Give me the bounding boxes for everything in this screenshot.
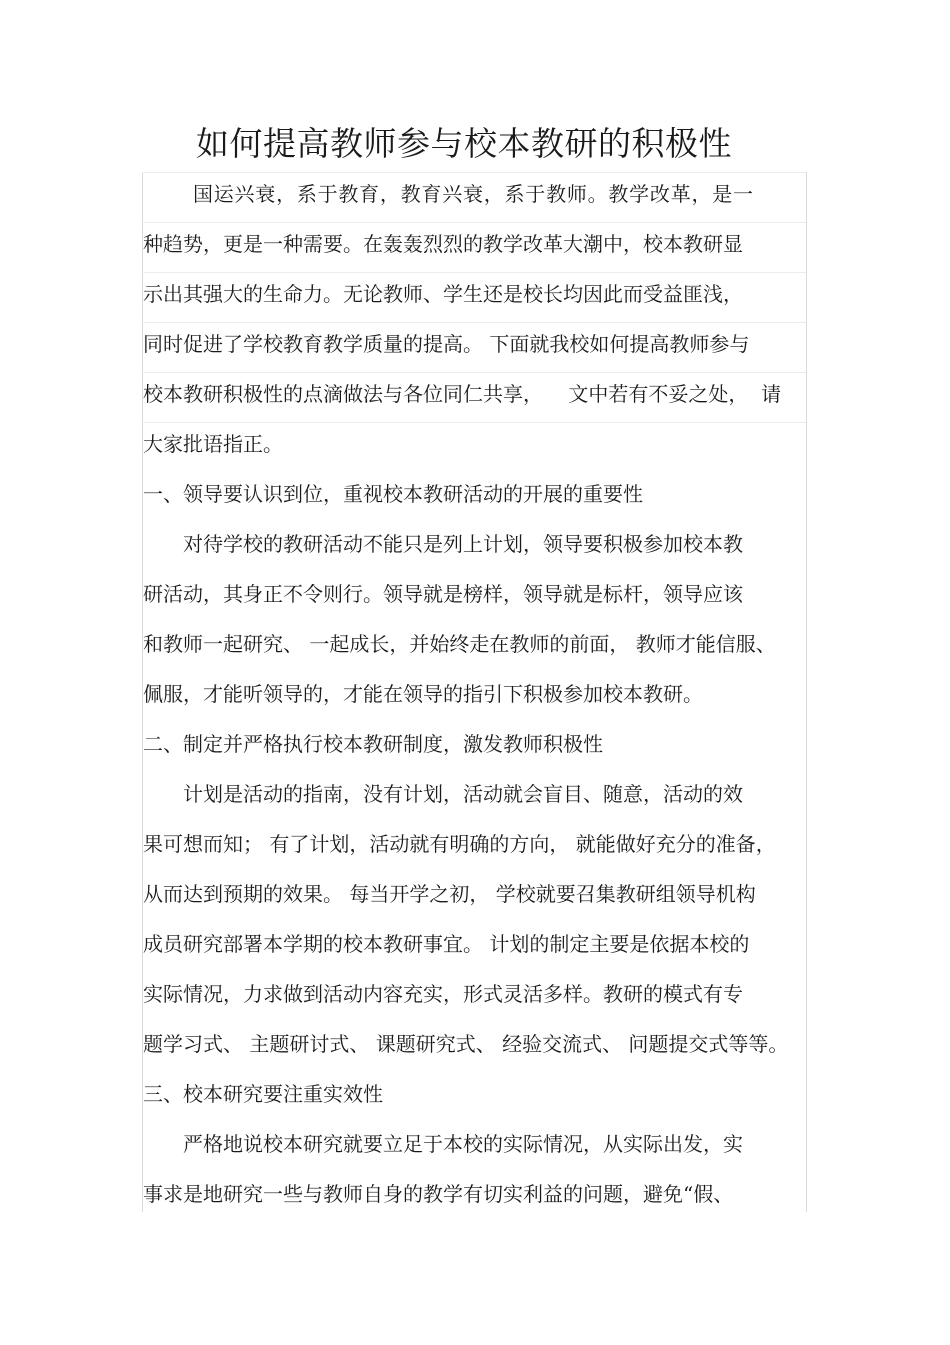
paragraph-line: 对待学校的教研活动不能只是列上计划，领导要积极参加校本教 xyxy=(183,532,743,556)
paragraph-line: 同时促进了学校教育教学质量的提高。 下面就我校如何提高教师参与 xyxy=(143,332,750,356)
section-heading: 一、领导要认识到位，重视校本教研活动的开展的重要性 xyxy=(143,482,643,506)
table-rule xyxy=(142,172,806,173)
paragraph-line: 示出其强大的生命力。无论教师、学生还是校长均因此而受益匪浅， xyxy=(143,282,743,306)
paragraph-line: 研活动，其身正不令则行。领导就是榜样，领导就是标杆，领导应该 xyxy=(143,582,743,606)
paragraph-line: 从而达到预期的效果。 每当开学之初， 学校就要召集教研组领导机构 xyxy=(143,882,756,906)
paragraph-line: 大家批语指正。 xyxy=(143,432,283,456)
paragraph-line: 计划是活动的指南，没有计划，活动就会盲目、随意，活动的效 xyxy=(183,782,743,806)
table-rule xyxy=(142,222,806,223)
table-rule xyxy=(142,272,806,273)
paragraph-line: 佩服，才能听领导的，才能在领导的指引下积极参加校本教研。 xyxy=(143,682,703,706)
paragraph-line: 严格地说校本研究就要立足于本校的实际情况，从实际出发，实 xyxy=(183,1132,743,1156)
table-rule xyxy=(142,322,806,323)
paragraph-line: 校本教研积极性的点滴做法与各位同仁共享， 文中若有不妥之处， 请 xyxy=(143,382,782,406)
section-heading: 三、校本研究要注重实效性 xyxy=(143,1082,383,1106)
paragraph-line: 实际情况，力求做到活动内容充实，形式灵活多样。教研的模式有专 xyxy=(143,982,743,1006)
table-rule xyxy=(142,422,806,423)
document-title: 如何提高教师参与校本教研的积极性 xyxy=(196,124,732,163)
paragraph-line: 题学习式、 主题研讨式、 课题研究式、 经验交流式、 问题提交式等等。 xyxy=(143,1032,789,1056)
section-heading: 二、制定并严格执行校本教研制度，激发教师积极性 xyxy=(143,732,603,756)
paragraph-line: 种趋势，更是一种需要。在轰轰烈烈的教学改革大潮中，校本教研显 xyxy=(143,232,743,256)
paragraph-line: 成员研究部署本学期的校本教研事宜。 计划的制定主要是依据本校的 xyxy=(143,932,750,956)
paragraph-line: 果可想而知； 有了计划，活动就有明确的方向， 就能做好充分的准备， xyxy=(143,832,776,856)
paragraph-line: 事求是地研究一些与教师自身的教学有切实利益的问题，避免“假、 xyxy=(143,1182,734,1206)
paragraph-line: 国运兴衰，系于教育，教育兴衰，系于教师。教学改革，是一 xyxy=(193,182,753,206)
table-rule xyxy=(142,372,806,373)
paragraph-line: 和教师一起研究、 一起成长，并始终走在教师的前面， 教师才能信服、 xyxy=(143,632,776,656)
